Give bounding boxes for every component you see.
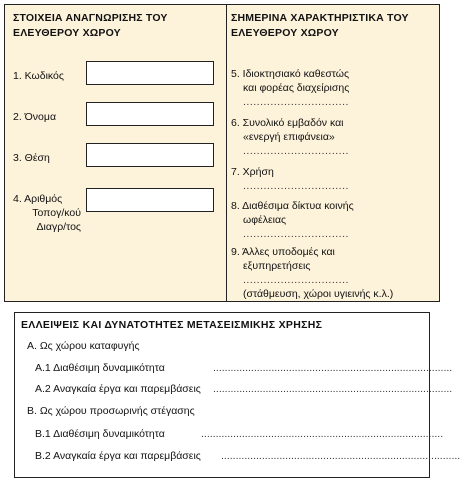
area-dots[interactable]: ............................... (243, 145, 349, 157)
code-input[interactable] (86, 61, 214, 85)
infrastructure-note: (στάθμευση, χώροι υγιεινής κ.λ.) (243, 288, 394, 300)
use-dots[interactable]: ............................... (243, 180, 349, 192)
utilities-dots[interactable]: ............................... (243, 228, 349, 240)
ownership-dots[interactable]: ............................... (243, 96, 349, 108)
use-item: 7. Χρήση ............................... (231, 165, 436, 193)
housing-heading: Β. Ως χώρου προσωρινής στέγασης (27, 405, 195, 417)
field-label-name: 2. Όνομα (13, 111, 57, 123)
post-earthquake-section (14, 312, 460, 478)
field-label-location: 3. Θέση (13, 152, 50, 164)
post-earthquake-title: ΕΛΛΕΙΨΕΙΣ ΚΑΙ ΔΥΝΑΤΟΤΗΤΕΣ ΜΕΤΑΣΕΙΣΜΙΚΗΣ ΧΡΗΣΗΣ (21, 319, 323, 331)
ownership-item: 5. Ιδιοκτησιακό καθεστώς και φορέας διαχείρισης ............................... (231, 67, 436, 109)
housing-works-label: Β.2 Αναγκαία έργα και παρεμβάσεις (35, 450, 201, 462)
housing-works-dots[interactable]: .................................................................................. (221, 450, 460, 462)
characteristics-title: ΣΗΜΕΡΙΝΑ ΧΑΡΑΚΤΗΡΙΣΤΙΚΑ ΤΟΥ ΕΛΕΥΘΕΡΟΥ ΧΩΡΟΥ (231, 12, 409, 39)
utilities-item: 8. Διαθέσιμα δίκτυα κοινής ωφέλειας ............................... (231, 199, 436, 241)
topo-number-input[interactable] (86, 188, 214, 212)
name-input[interactable] (86, 102, 214, 126)
area-item: 6. Συνολικό εμβαδόν και «ενεργή επιφάνεια» ............................... (231, 116, 436, 158)
field-label-topo-number: 4. Αριθμός Τοπογ/κού Διαγρ/τος (13, 193, 81, 233)
housing-capacity-label: Β.1 Διαθέσιμη δυναμικότητα (35, 428, 165, 440)
identification-title: ΣΤΟΙΧΕΙΑ ΑΝΑΓΝΩΡΙΣΗΣ ΤΟΥ ΕΛΕΥΘΕΡΟΥ ΧΩΡΟΥ (13, 12, 168, 39)
shelter-capacity-dots[interactable]: .................................................................................. (213, 362, 453, 374)
housing-capacity-dots[interactable]: ................................................................................... (201, 428, 444, 440)
infrastructure-dots[interactable]: ............................... (243, 274, 349, 286)
infrastructure-item: 9. Άλλες υποδομές και εξυπηρετήσεις ............................... (στάθμευση, χώροι υγιεινής κ.λ.) (231, 245, 436, 301)
shelter-works-label: Α.2 Αναγκαία έργα και παρεμβάσεις (35, 383, 201, 395)
location-input[interactable] (86, 143, 214, 167)
shelter-works-dots[interactable]: .................................................................................. (213, 383, 453, 395)
identification-section (4, 4, 440, 302)
shelter-heading: Α. Ως χώρου καταφυγής (27, 340, 140, 352)
shelter-capacity-label: Α.1 Διαθέσιμη δυναμικότητα (35, 362, 165, 374)
column-divider (226, 5, 227, 301)
field-label-code: 1. Κωδικός (13, 70, 64, 82)
